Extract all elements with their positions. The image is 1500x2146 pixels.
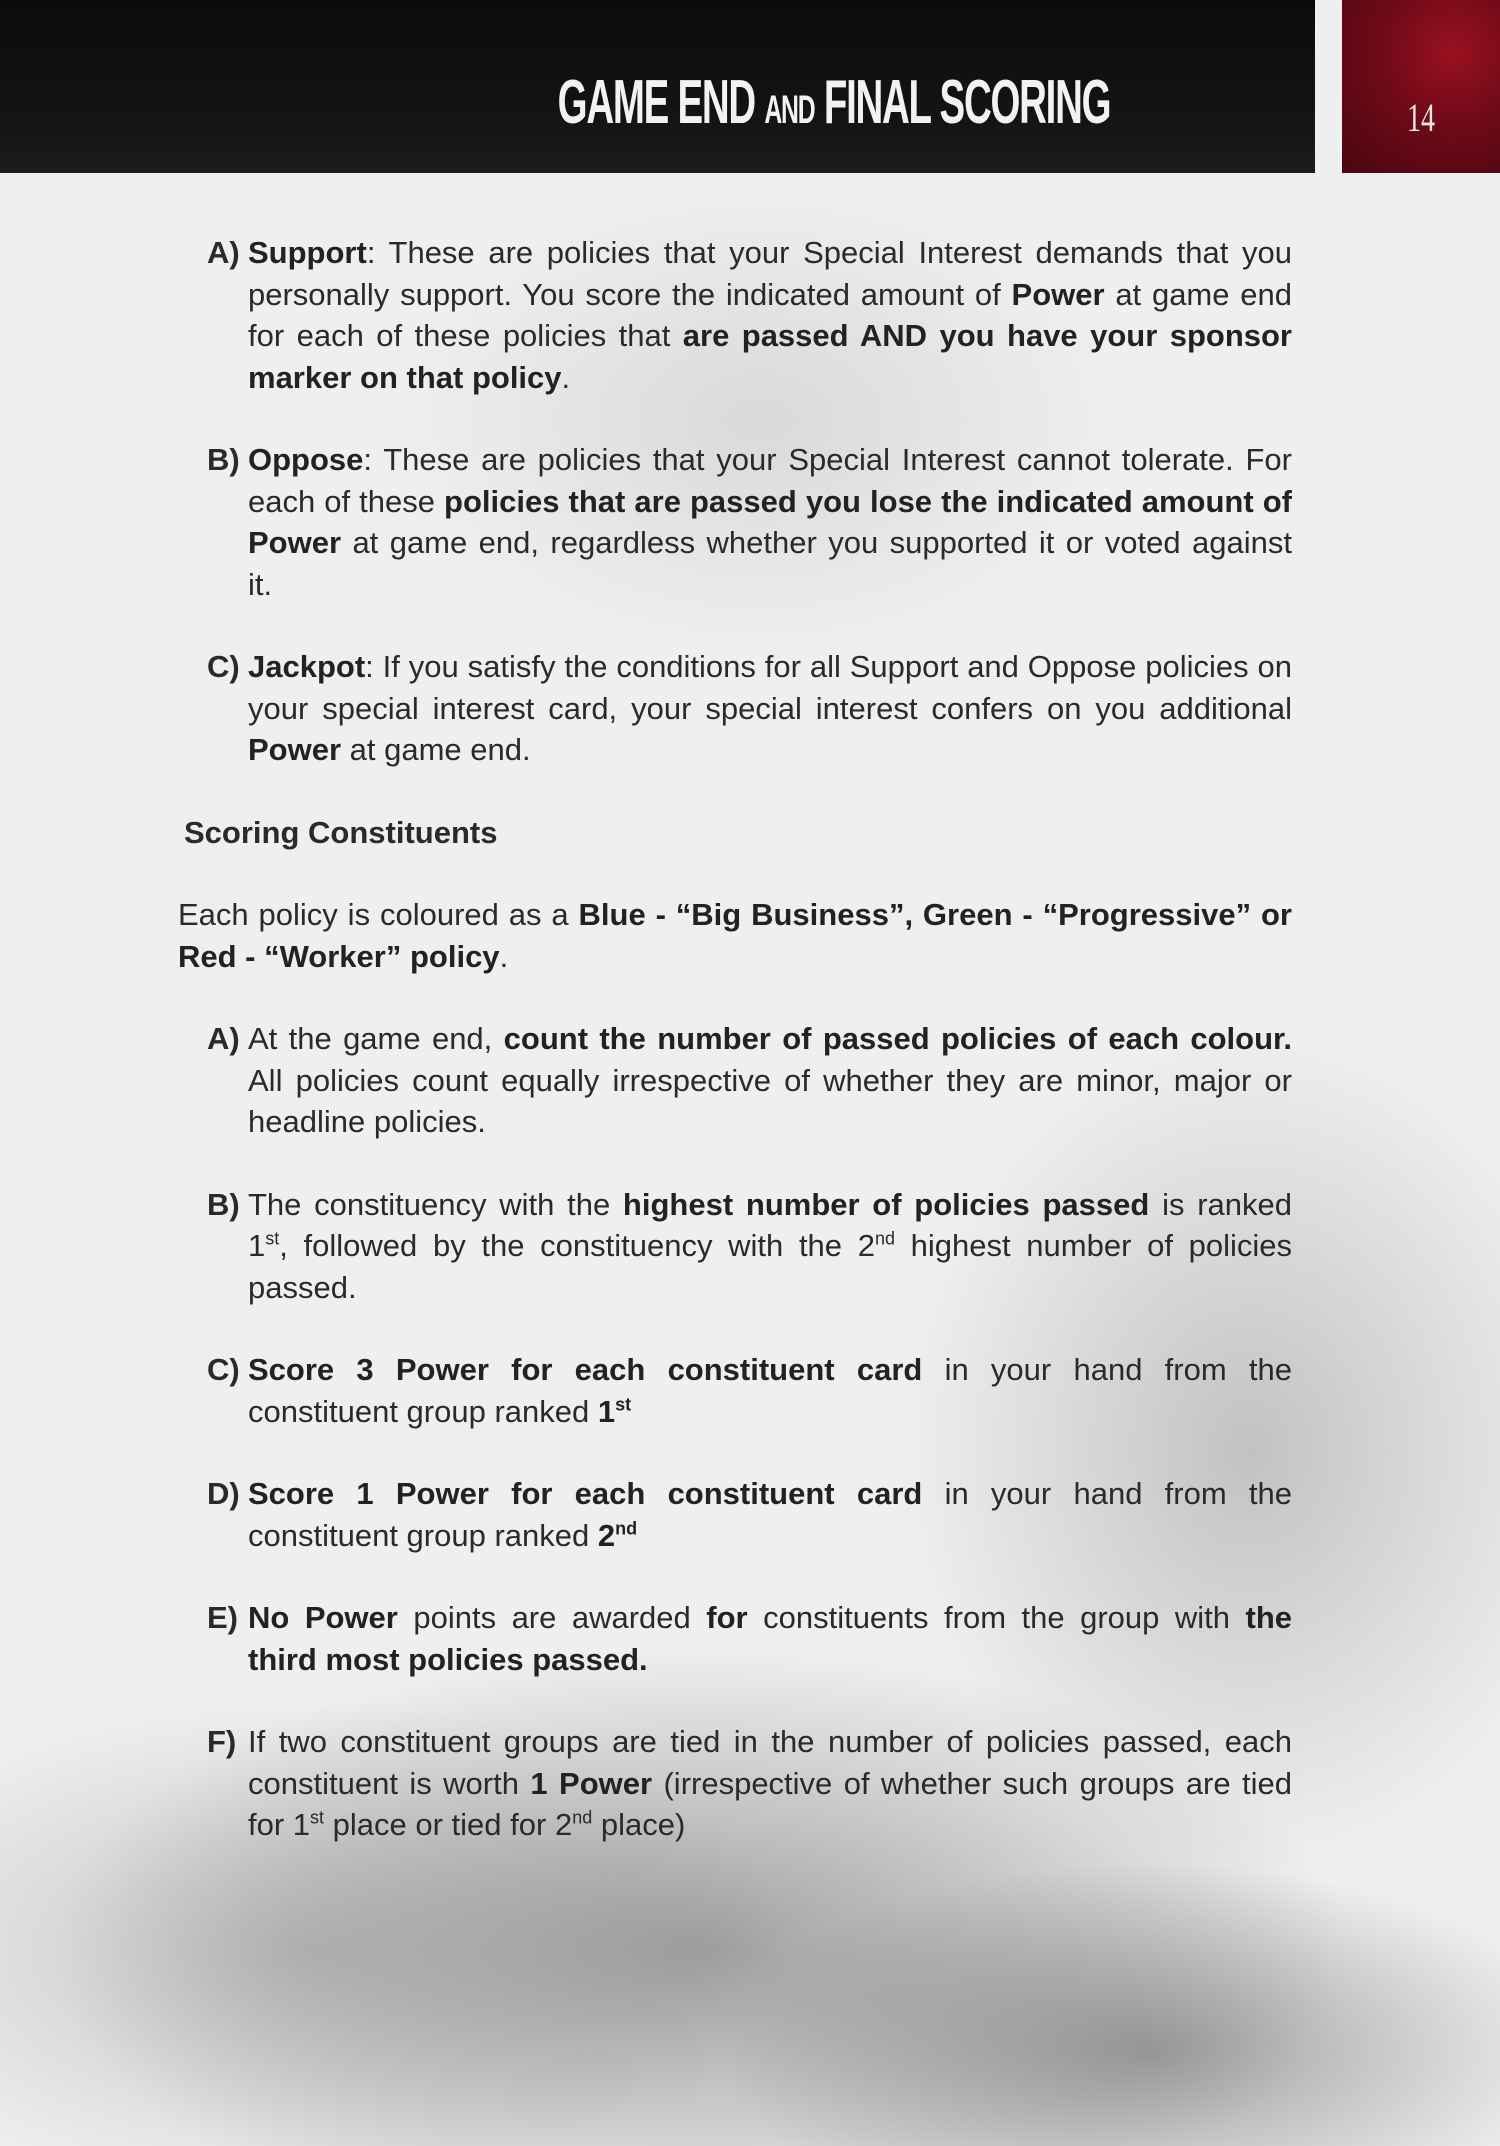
jackpot-text-1: : If you satisfy the conditions for all Support and Oppose policies on your special interest card, your special interest confers on you additional — [248, 649, 1292, 726]
d-text-1: in your hand from the constituent group ranked — [248, 1476, 1292, 1553]
constituent-item-a — [178, 1018, 1292, 1143]
support-text-2: at game end for each of these policies that — [248, 276, 1292, 353]
item-label: B) — [207, 442, 240, 477]
section-heading: Scoring Constituents — [184, 814, 498, 850]
title-game-end: GAME END — [557, 68, 755, 137]
a-bold-1: count the number of passed policies of each colour. — [503, 1021, 1292, 1056]
e-bold-2: for — [706, 1600, 748, 1635]
c-bold-1: Score 3 Power for each constituent card — [248, 1352, 923, 1387]
support-bold-1: Power — [1011, 276, 1105, 312]
oppose-text-1: : These are policies that your Special Interest cannot tolerate. For each of these — [248, 442, 1292, 519]
b-text-4: highest number of policies passed. — [248, 1228, 1292, 1305]
jackpot-item — [178, 646, 1292, 771]
e-text-1: points are awarded — [397, 1600, 707, 1635]
support-title: Support — [248, 235, 367, 270]
item-label: E) — [207, 1600, 238, 1635]
d-sup-1 — [615, 1518, 637, 1538]
item-label: B) — [207, 1186, 240, 1222]
b-sup-1: st — [265, 1228, 280, 1249]
support-text-1: : These are policies that your Special Interest demands that you personally support. You score the indicated amount of — [248, 235, 1292, 312]
c-sup-text: st — [615, 1394, 632, 1415]
constituent-item-b — [178, 1184, 1292, 1309]
e-text-2: constituents from the group with — [747, 1600, 1246, 1635]
jackpot-bold-1: Power — [248, 732, 342, 767]
page-header — [0, 0, 1315, 173]
page-number-tab — [1342, 0, 1500, 173]
item-label: F) — [207, 1724, 237, 1759]
b-sup-2: nd — [874, 1228, 895, 1249]
page-content — [178, 232, 1292, 1887]
item-label: A) — [207, 1021, 240, 1056]
item-label: C) — [207, 1352, 240, 1387]
intro-text-1: Each policy is coloured as a — [178, 897, 579, 932]
d-bold-2: 2 — [597, 1517, 616, 1553]
constituent-item-e — [178, 1597, 1292, 1680]
constituent-item-d — [178, 1473, 1292, 1556]
a-text-2: All policies count equally irrespective of whether they are minor, major or headline policies. — [248, 1062, 1292, 1139]
b-text-2: is ranked 1 — [248, 1186, 1292, 1263]
oppose-item — [178, 439, 1292, 605]
page-number: 14 — [1407, 95, 1435, 140]
item-label: C) — [207, 649, 240, 684]
c-bold-2: 1 — [597, 1393, 616, 1429]
c-text-1: in your hand from the constituent group ranked — [248, 1352, 1292, 1429]
f-sup-1: st — [310, 1807, 325, 1828]
jackpot-title: Jackpot — [248, 649, 366, 684]
f-text-1: If two constituent groups are tied in the number of policies passed, each constituent is worth — [248, 1724, 1292, 1801]
f-text-3: place or tied for 2 — [324, 1807, 573, 1842]
oppose-title: Oppose — [248, 442, 364, 477]
f-text-4: place) — [592, 1807, 686, 1842]
support-item — [178, 232, 1292, 398]
f-bold-1: 1 Power — [530, 1765, 653, 1801]
jackpot-text-2: at game end. — [341, 732, 531, 767]
support-bold-2: are passed AND you have your sponsor marker on that policy — [248, 318, 1293, 395]
a-text-1: At the game end, — [248, 1021, 504, 1056]
oppose-text-2: at game end, regardless whether you supported it or voted against it. — [248, 525, 1292, 602]
page-title — [557, 68, 1110, 137]
title-final-scoring: FINAL SCORING — [823, 68, 1110, 137]
d-bold-1: Score 1 Power for each constituent card — [248, 1476, 923, 1511]
b-bold-1: highest number of policies passed — [622, 1186, 1150, 1222]
e-bold-3: the third most policies passed. — [248, 1600, 1292, 1677]
d-sup-text: nd — [615, 1518, 638, 1539]
constituent-item-c — [178, 1349, 1292, 1432]
intro-paragraph — [178, 894, 1292, 977]
f-sup-2: nd — [572, 1807, 593, 1828]
item-label: A) — [207, 235, 240, 270]
intro-text-2: . — [499, 938, 509, 974]
f-text-2: (irrespective of whether such groups are tied for 1 — [248, 1765, 1292, 1842]
c-sup-1 — [615, 1394, 631, 1414]
b-text-1: The constituency with the — [248, 1186, 623, 1222]
intro-bold: Blue - “Big Business”, Green - “Progressive” or Red - “Worker” policy — [178, 897, 1293, 974]
constituent-item-f — [178, 1721, 1292, 1846]
e-bold-1: No Power — [248, 1600, 398, 1635]
b-text-3: , followed by the constituency with the 2 — [279, 1228, 875, 1263]
oppose-bold-1: policies that are passed you lose the indicated amount of Power — [248, 483, 1292, 560]
support-text-3: . — [561, 359, 571, 395]
item-label: D) — [207, 1476, 240, 1511]
title-and: AND — [764, 88, 815, 132]
